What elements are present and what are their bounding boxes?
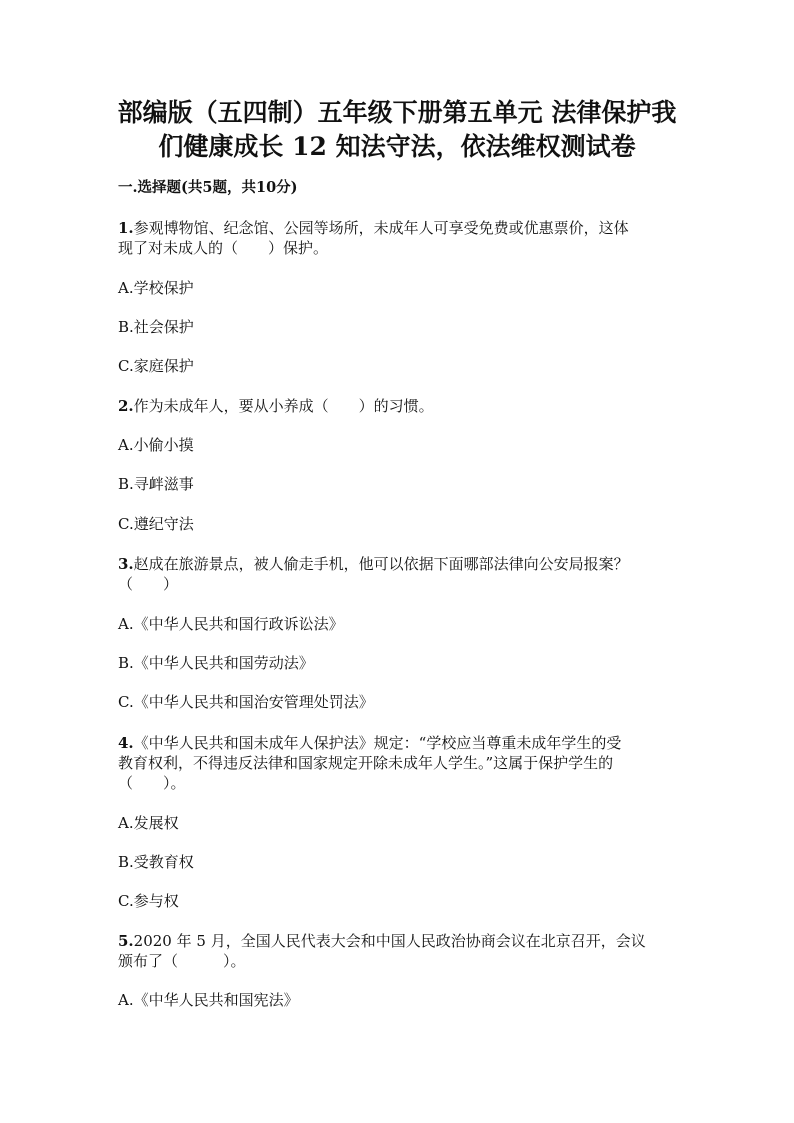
question-4-line-2: 教育权利，不得违反法律和国家规定开除未成年人学生。”这属于保护学生的 xyxy=(118,754,614,772)
question-2-option-a: A.小偷小摸 xyxy=(118,436,194,454)
question-2 xyxy=(118,396,678,416)
question-1-option-a: A.学校保护 xyxy=(118,279,194,297)
question-1 xyxy=(118,218,678,258)
question-5-line-1: 2020 年 5 月，全国人民代表大会和中国人民政治协商会议在北京召开，会议 xyxy=(133,932,646,950)
question-4-option-c: C.参与权 xyxy=(118,892,179,910)
document-title xyxy=(100,96,694,164)
question-4-option-a: A.发展权 xyxy=(118,814,179,832)
question-4-option-b: B.受教育权 xyxy=(118,853,194,871)
question-1-line-1: 参观博物馆、纪念馆、公园等场所，未成年人可享受免费或优惠票价，这体 xyxy=(133,219,629,237)
question-5-number: 5. xyxy=(118,932,134,950)
question-5-option-a: A.《中华人民共和国宪法》 xyxy=(118,991,299,1009)
title-line-2: 们健康成长 12 知法守法，依法维权测试卷 xyxy=(158,132,636,161)
question-2-number: 2. xyxy=(118,397,134,415)
question-3-number: 3. xyxy=(118,555,134,573)
question-2-option-b: B.寻衅滋事 xyxy=(118,475,194,493)
question-3-option-c: C.《中华人民共和国治安管理处罚法》 xyxy=(118,693,374,711)
question-5-line-2: 颁布了（ ）。 xyxy=(118,952,246,970)
question-3 xyxy=(118,554,678,594)
question-3-option-b: B.《中华人民共和国劳动法》 xyxy=(118,654,314,672)
question-2-option-c: C.遵纪守法 xyxy=(118,515,194,533)
question-4-line-1: 《中华人民共和国未成年人保护法》规定：“学校应当尊重未成年学生的受 xyxy=(133,734,622,752)
question-3-line-1: 赵成在旅游景点，被人偷走手机，他可以依据下面哪部法律向公安局报案？ xyxy=(133,555,629,573)
section-heading: 一.选择题(共5题，共10分) xyxy=(118,179,298,196)
question-4-line-3: （ ）。 xyxy=(118,774,186,792)
question-4-number: 4. xyxy=(118,734,134,752)
question-3-line-2: （ ） xyxy=(118,575,179,593)
question-1-option-b: B.社会保护 xyxy=(118,318,194,336)
title-line-1: 部编版（五四制）五年级下册第五单元 法律保护我 xyxy=(117,98,677,127)
question-1-option-c: C.家庭保护 xyxy=(118,357,194,375)
question-4 xyxy=(118,733,678,793)
question-2-line-1: 作为未成年人，要从小养成（ ）的习惯。 xyxy=(133,397,434,415)
question-1-number: 1. xyxy=(118,219,134,237)
question-3-option-a: A.《中华人民共和国行政诉讼法》 xyxy=(118,615,344,633)
question-1-line-2: 现了对未成人的（ ）保护。 xyxy=(118,239,329,257)
question-5 xyxy=(118,931,678,971)
